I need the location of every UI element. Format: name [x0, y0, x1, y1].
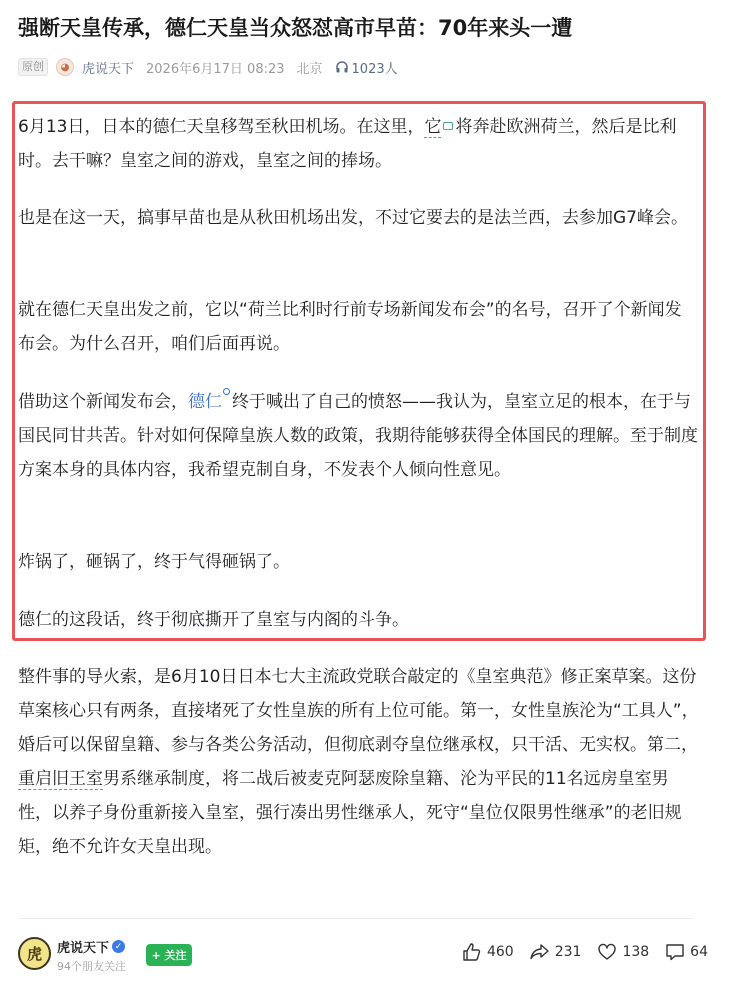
author-avatar-icon[interactable]: ◕	[56, 58, 74, 76]
footer-author-name[interactable]: 虎说天下	[57, 941, 110, 956]
like-count: 460	[486, 944, 514, 960]
article-footer	[18, 937, 708, 973]
favorite-count: 138	[622, 944, 650, 960]
publish-date: 2026年6月17日 08:23	[146, 61, 285, 77]
article-title: 强断天皇传承，德仁天皇当众怒怼高市早苗：70年来头一遭	[18, 16, 573, 40]
paragraph	[18, 385, 700, 487]
paragraph	[18, 660, 700, 864]
engagement-bar	[446, 942, 708, 962]
paragraph-text: 终于喊出了自己的愤怒——我认为，皇室立足的根本，在于与国民同甘共苦。针对如何保障皇族人数的政策，我期待能够获得全体国民的理解。至于制度方案本身的具体内容，我希望克制自身，不发表个人倾向性意见。	[18, 392, 698, 480]
paragraph-text: 借助这个新闻发布会，	[18, 392, 188, 412]
comment-icon	[665, 942, 685, 962]
like-icon	[462, 942, 482, 962]
annotated-phrase[interactable]: 重启旧王室	[18, 769, 103, 789]
heart-icon	[597, 942, 617, 962]
comment-count: 64	[690, 944, 708, 960]
footer-author[interactable]	[57, 937, 125, 956]
paragraph-text: 6月13日，日本的德仁天皇移驾至秋田机场。在这里，	[18, 117, 425, 137]
paragraph	[18, 110, 698, 178]
author-avatar[interactable]: 虎	[18, 937, 51, 970]
article-meta	[18, 56, 398, 78]
original-badge: 原创	[18, 58, 48, 76]
listen-count: 1023人	[351, 61, 398, 77]
annotation-icon[interactable]	[443, 122, 453, 130]
footer-divider	[18, 918, 694, 919]
paragraph-text: 男系继承制度，将二战后被麦克阿瑟废除皇籍、沦为平民的11名远房皇室男性，以养子身份重新接入皇室，强行凑出男性继承人，死守“皇位仅限男性继承”的老旧规矩，绝不允许女天皇出现。	[18, 769, 682, 857]
paragraph-text: 将奔赴欧洲荷兰，然后是比利时。去干嘛？皇室之间的游戏，皇室之间的捧场。	[18, 117, 677, 171]
paragraph: 就在德仁天皇出发之前，它以“荷兰比利时行前专场新闻发布会”的名号，召开了个新闻发布会。为什么召开，咱们后面再说。	[18, 300, 682, 354]
share-count: 231	[554, 944, 582, 960]
paragraph: 也是在这一天，搞事早苗也是从秋田机场出发，不过它要去的是法兰西，去参加G7峰会。	[18, 208, 688, 228]
comment-button[interactable]	[665, 942, 708, 962]
paragraph: 德仁的这段话，终于彻底撕开了皇室与内阁的斗争。	[18, 610, 409, 630]
person-link[interactable]: 德仁	[188, 392, 222, 412]
share-icon	[530, 942, 550, 962]
headphone-icon	[335, 60, 349, 74]
publish-location: 北京	[296, 61, 323, 77]
verified-icon: ✓	[112, 940, 125, 953]
like-button[interactable]	[462, 942, 514, 962]
author-link[interactable]: 虎说天下	[82, 61, 135, 77]
annotated-word[interactable]: 它	[424, 117, 442, 137]
link-circle-icon	[223, 388, 230, 395]
share-button[interactable]	[530, 942, 582, 962]
paragraph: 炸锅了，砸锅了，终于气得砸锅了。	[18, 552, 290, 572]
follow-button[interactable]: + 关注	[146, 944, 192, 966]
friends-following: 94个朋友关注	[57, 960, 126, 973]
paragraph-text: 整件事的导火索，是6月10日日本七大主流政党联合敲定的《皇室典范》修正案草案。这份草案核心只有两条，直接堵死了女性皇族的所有上位可能。第一，女性皇族沦为“工具人”，婚后可以保留皇籍、参与各类公务活动，但彻底剥夺皇位继承权，只干活、无实权。第二，	[18, 667, 699, 755]
favorite-button[interactable]	[597, 942, 649, 962]
listen-button[interactable]	[335, 58, 398, 77]
